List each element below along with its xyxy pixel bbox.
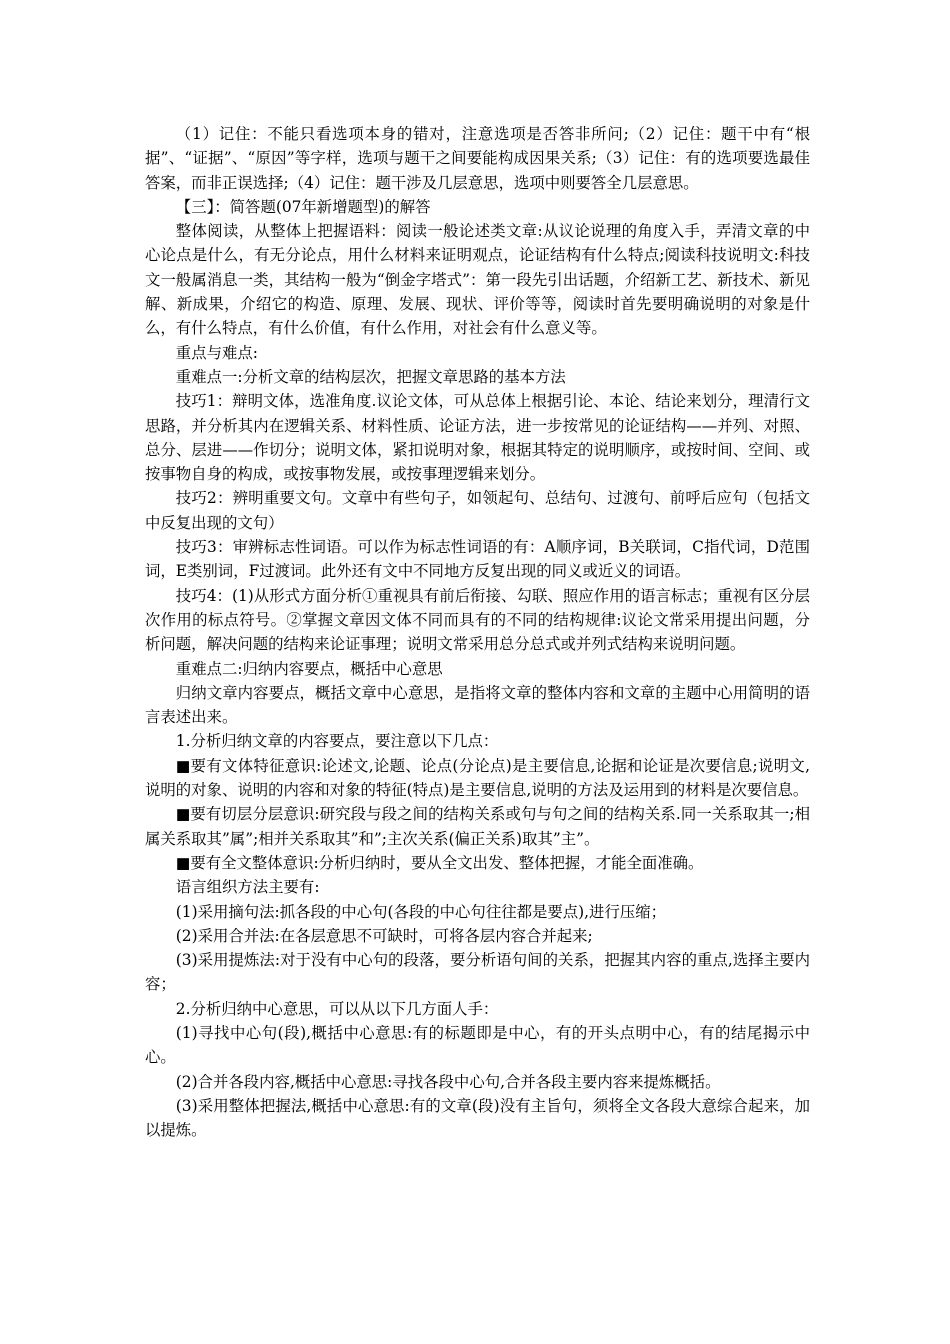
paragraph-overall-reading: 整体阅读，从整体上把握语料：阅读一般论述类文章:从议论说理的角度入手，弄清文章的中心论点是什么，有无分论点，用什么材料来证明观点，论证结构有什么特点;阅读科技说明文:科技文一般属消息一类，其结构一般为“倒金字塔式”：第一段先引出话题，介绍新工艺、新技术、新见解、新成果，介绍它的构造、原理、发展、现状、评价等等，阅读时首先要明确说明的对象是什么，有什么特点，有什么价值，有什么作用，对社会有什么意义等。 xyxy=(145,222,810,338)
paragraph-tip-4: 技巧4：(1)从形式方面分析①重视具有前后衔接、勾联、照应作用的语言标志；重视有区分层次作用的标点符号。②掌握文章因文体不同而具有的不同的结构规律:议论文常采用提出问题，分析问题，解决问题的结构来论证事理；说明文常采用总分总式或并列式结构来说明问题。 xyxy=(145,586,810,654)
heading-analyze-points: 1.分析归纳文章的内容要点，要注意以下几点： xyxy=(175,732,499,751)
paragraph-tip-3: 技巧3：审辨标志性词语。可以作为标志性词语的有：A顺序词，B关联词，C指代词，D范围词，E类别词，F过渡词。此外还有文中不同地方反复出现的同义或近义的词语。 xyxy=(145,538,810,581)
central-idea-method-2: (2)合并各段内容,概括中心意思:寻找各段中心句,合并各段主要内容来提炼概括。 xyxy=(175,1072,721,1091)
bullet-genre-awareness: ■要有文体特征意识:论述文,论题、论点(分论点)是主要信息,论据和论证是次要信息;说明文,说明的对象、说明的内容和对象的特征(特点)是主要信息,说明的方法及运用到的材料是次要信息。 xyxy=(145,756,810,800)
heading-difficulty-two: 重难点二:归纳内容要点，概括中心意思 xyxy=(175,659,443,678)
central-idea-method-3: (3)采用整体把握法,概括中心意思:有的文章(段)没有主旨句，须将全文各段大意综合起来，加以提炼。 xyxy=(145,1096,810,1140)
heading-central-idea: 2.分析归纳中心意思，可以从以下几方面人手： xyxy=(175,999,499,1018)
heading-key-difficulties: 重点与难点: xyxy=(175,343,258,362)
method-extract: (1)采用摘句法:抓各段的中心句(各段的中心句往往都是要点),进行压缩； xyxy=(175,902,667,921)
paragraph-tip-1: 技巧1：辩明文体，选准角度.议论文体，可从总体上根据引论、本论、结论来划分，理清行文思路，并分析其内在逻辑关系、材料性质、论证方法，进一步按常见的论证结构——并列、对照、总分、层进——作切分；说明文体，紧扣说明对象，根据其特定的说明顺序，或按时间、空间、或按事物自身的构成，或按事物发展，或按事理逻辑来划分。 xyxy=(145,392,810,484)
heading-language-methods: 语言组织方法主要有: xyxy=(175,878,320,897)
heading-difficulty-one: 重难点一:分析文章的结构层次，把握文章思路的基本方法 xyxy=(175,367,566,386)
bullet-whole-awareness: ■要有全文整体意识:分析归纳时，要从全文出发、整体把握，才能全面准确。 xyxy=(175,853,704,872)
method-refine: (3)采用提炼法:对于没有中心句的段落，要分析语句间的关系，把握其内容的重点,选择主要内容； xyxy=(145,951,810,994)
method-merge: (2)采用合并法:在各层意思不可缺时，可将各层内容合并起来; xyxy=(175,926,593,945)
paragraph-summarize-definition: 归纳文章内容要点，概括文章中心意思，是指将文章的整体内容和文章的主题中心用简明的语言表述出来。 xyxy=(145,683,810,727)
bullet-layer-awareness: ■要有切层分层意识:研究段与段之间的结构关系或句与句之间的结构关系.同一关系取其一;相属关系取其”属”;相并关系取其”和”;主次关系(偏正关系)取其”主”。 xyxy=(145,805,810,848)
paragraph-tip-2: 技巧2：辨明重要文句。文章中有些句子，如领起句、总结句、过渡句、前呼后应句（包括文中反复出现的文句） xyxy=(145,489,810,532)
paragraph-answer-tips: （1）记住：不能只看选项本身的错对，注意选项是否答非所问;（2）记住：题干中有“根据”、“证据”、“原因”等字样，选项与题干之间要能构成因果关系;（3）记住：有的选项要选最佳答案，而非正误选择;（4）记住：题干涉及几层意思，选项中则要答全几层意思。 xyxy=(145,125,810,192)
section-heading-short-answer: 【三】：简答题(07年新增题型)的解答 xyxy=(175,197,431,216)
central-idea-method-1: (1)寻找中心句(段),概括中心意思:有的标题即是中心，有的开头点明中心，有的结尾揭示中心。 xyxy=(145,1023,810,1067)
document-body xyxy=(145,122,810,1142)
